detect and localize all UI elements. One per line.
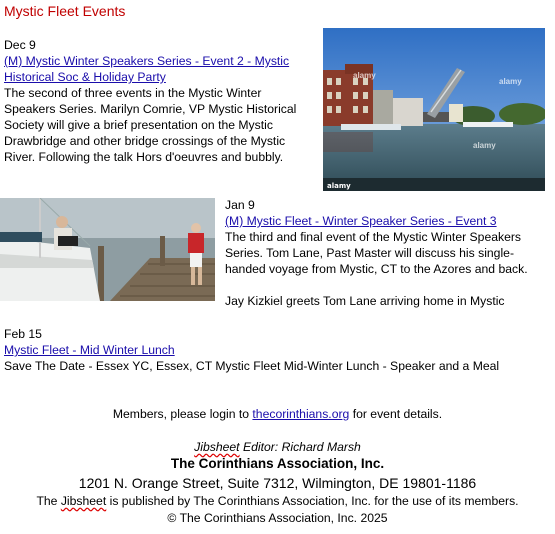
event-description: The second of three events in the Mystic Winter Speakers Series. Marilyn Comrie, VP Mystic Historical Society will give a brief presentation on the Mystic Drawbridge and other bridge crossings of the Mystic River. Following the talk Hors d'oeuvres and bubbly. xyxy=(4,86,297,164)
corinthians-site-link[interactable]: thecorinthians.org xyxy=(252,407,350,421)
pub-text-post: is published by The Corinthians Association, Inc. for the use of its members. xyxy=(106,494,519,508)
event-jan-9 xyxy=(225,197,550,309)
watermark-text: alamy xyxy=(353,71,376,80)
event-date: Feb 15 xyxy=(4,327,42,341)
sailboat-dock-photo xyxy=(0,198,215,301)
event-link-winter-speakers-2[interactable]: (M) Mystic Winter Speakers Series - Event 2 - Mystic Historical Soc & Holiday Party xyxy=(4,54,290,84)
event-date: Dec 9 xyxy=(4,38,36,52)
event-description: The third and final event of the Mystic Winter Speakers Series. Tom Lane, Past Master will discuss his single-handed voyage from Mystic, CT to the Azores and back. xyxy=(225,230,528,276)
login-text-post: for event details. xyxy=(349,407,443,421)
photo-caption: Jay Kizkiel greets Tom Lane arriving home in Mystic xyxy=(225,294,505,308)
drawbridge-photo xyxy=(323,28,545,191)
organization-address: 1201 N. Orange Street, Suite 7312, Wilmington, DE 19801-1186 xyxy=(78,475,477,491)
event-description: Save The Date - Essex YC, Essex, CT Mystic Fleet Mid-Winter Lunch - Speaker and a Meal xyxy=(4,359,500,373)
section-title: Mystic Fleet Events xyxy=(4,3,126,19)
watermark-text: alamy xyxy=(499,77,522,86)
event-dec-9 xyxy=(4,37,309,165)
event-link-winter-speakers-3[interactable]: (M) Mystic Fleet - Winter Speaker Series - Event 3 xyxy=(225,214,497,228)
event-feb-15 xyxy=(4,326,544,374)
svg-text:alamy: alamy xyxy=(327,182,351,190)
publication-note xyxy=(0,493,555,509)
editor-name: Editor: Richard Marsh xyxy=(239,440,361,454)
watermark-text: alamy xyxy=(473,141,496,150)
jibsheet-word: Jibsheet xyxy=(194,440,240,454)
login-notice xyxy=(0,406,555,422)
event-link-mid-winter-lunch[interactable]: Mystic Fleet - Mid Winter Lunch xyxy=(4,343,175,357)
login-text-pre: Members, please login to xyxy=(112,407,253,421)
editor-credit xyxy=(0,439,555,455)
pub-text-pre: The xyxy=(36,494,61,508)
organization-name: The Corinthians Association, Inc. xyxy=(170,456,385,471)
copyright: © The Corinthians Association, Inc. 2025 xyxy=(167,511,388,525)
jibsheet-word: Jibsheet xyxy=(60,494,107,508)
event-date: Jan 9 xyxy=(225,198,255,212)
